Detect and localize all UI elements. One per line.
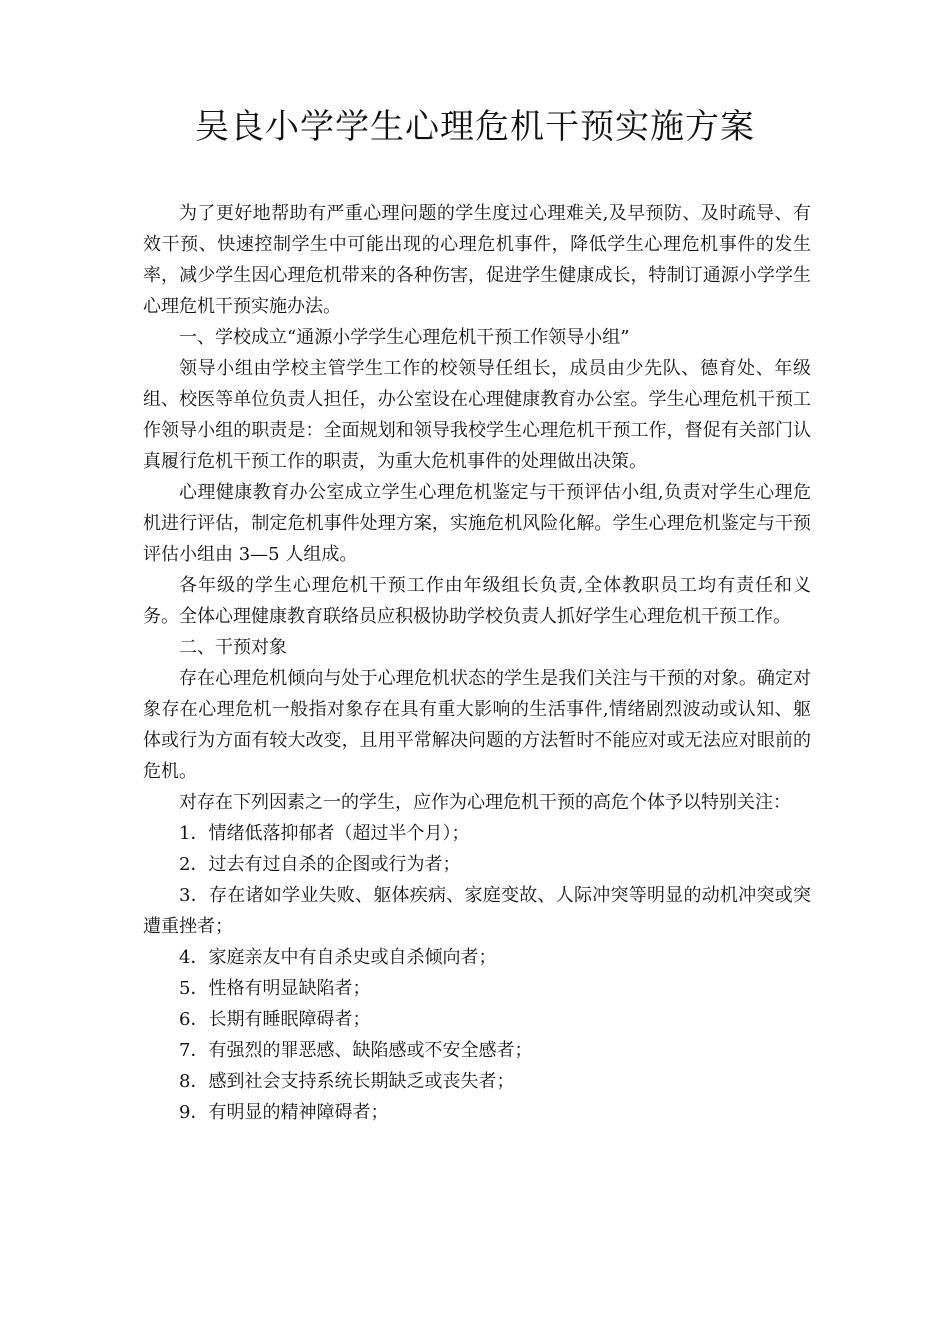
list-item: 2．过去有过自杀的企图或行为者； [179, 854, 461, 875]
list-item: 7．有强烈的罪恶感、缺陷感或不安全感者； [179, 1040, 533, 1061]
paragraph: 心理健康教育办公室成立学生心理危机鉴定与干预评估小组,负责对学生心理危机进行评估，制定危机事件处理方案，实施危机风险化解。学生心理危机鉴定与干预评估小组由 3—5 人组成。 [143, 482, 811, 565]
list-item: 1．情绪低落抑郁者（超过半个月）； [179, 823, 470, 844]
list-item: 6．长期有睡眠障碍者； [179, 1009, 371, 1030]
document-body [143, 198, 811, 1128]
paragraph-intro: 为了更好地帮助有严重心理问题的学生度过心理难关,及早预防、及时疏导、有效干预、快速控制学生中可能出现的心理危机事件，降低学生心理危机事件的发生率，减少学生因心理危机带来的各种伤害，促进学生健康成长，特制订通源小学学生心理危机干预实施办法。 [143, 203, 811, 317]
list-item: 3．存在诸如学业失败、躯体疾病、家庭变故、人际冲突等明显的动机冲突或突遭重挫者； [143, 885, 811, 937]
paragraph: 对存在下列因素之一的学生，应作为心理危机干预的高危个体予以特别关注： [179, 792, 791, 813]
paragraph: 领导小组由学校主管学生工作的校领导任组长，成员由少先队、德育处、年级组、校医等单位负责人担任，办公室设在心理健康教育办公室。学生心理危机干预工作领导小组的职责是：全面规划和领导我校学生心理危机干预工作，督促有关部门认真履行危机干预工作的职责，为重大危机事件的处理做出决策。 [143, 358, 811, 472]
list-item: 8．感到社会支持系统长期缺乏或丧失者； [179, 1071, 515, 1092]
list-item: 9．有明显的精神障碍者； [179, 1102, 389, 1123]
list-item: 5．性格有明显缺陷者； [179, 978, 371, 999]
section-heading-2: 二、干预对象 [179, 637, 287, 658]
document-title: 吴良小学学生心理危机干预实施方案 [195, 107, 755, 147]
list-item: 4．家庭亲友中有自杀史或自杀倾向者； [179, 947, 497, 968]
paragraph: 存在心理危机倾向与处于心理危机状态的学生是我们关注与干预的对象。确定对象存在心理危机一般指对象存在具有重大影响的生活事件,情绪剧烈波动或认知、躯体或行为方面有较大改变，且用平常解决问题的方法暂时不能应对或无法应对眼前的危机。 [143, 668, 811, 782]
paragraph: 各年级的学生心理危机干预工作由年级组长负责,全体教职员工均有责任和义务。全体心理健康教育联络员应积极协助学校负责人抓好学生心理危机干预工作。 [143, 575, 811, 627]
section-heading-1: 一、学校成立“通源小学学生心理危机干预工作领导小组” [179, 327, 630, 348]
